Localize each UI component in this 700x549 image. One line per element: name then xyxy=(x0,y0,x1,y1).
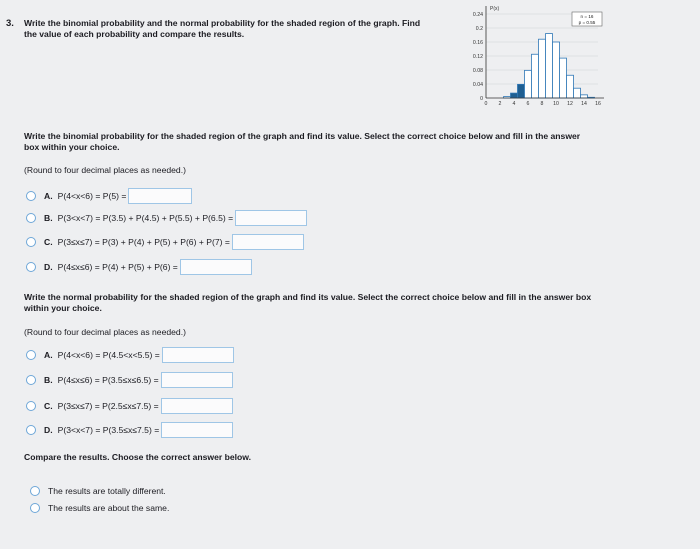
x-tick-label: 0 xyxy=(484,101,488,107)
y-tick-label: 0.12 xyxy=(472,54,483,60)
radio-button[interactable] xyxy=(26,191,36,201)
option-text: P(3≤x≤7) = P(3) + P(4) + P(5) + P(6) + P(7) = xyxy=(57,237,230,247)
x-tick-label: 16 xyxy=(595,101,601,107)
bar xyxy=(532,54,539,98)
x-tick-label: 12 xyxy=(567,101,573,107)
shaded-bar xyxy=(511,93,518,98)
shaded-bar xyxy=(518,84,525,98)
radio-button[interactable] xyxy=(26,401,36,411)
compare-prompt: Compare the results. Choose the correct answer below. xyxy=(24,452,251,462)
option-text: P(4≤x≤6) = P(4) + P(5) + P(6) = xyxy=(57,262,178,272)
radio-button[interactable] xyxy=(30,503,40,513)
y-tick-label: 0.04 xyxy=(472,82,483,88)
binomial-chart-svg xyxy=(450,4,610,114)
x-tick-label: 10 xyxy=(553,101,559,107)
normal-option-c[interactable] xyxy=(26,398,233,414)
y-axis-title: P(x) xyxy=(490,6,500,12)
bar xyxy=(525,70,532,98)
x-tick-label: 4 xyxy=(512,101,516,107)
compare-option-different[interactable] xyxy=(30,486,166,496)
legend-p: p = 0.55 xyxy=(578,20,596,25)
bar xyxy=(567,75,574,98)
normal-answer-c-input[interactable] xyxy=(161,398,233,414)
y-tick-label: 0 xyxy=(480,96,483,102)
normal-answer-d-input[interactable] xyxy=(161,422,233,438)
bar xyxy=(581,95,588,98)
option-letter: D. xyxy=(44,425,53,435)
binomial-round-note: (Round to four decimal places as needed.) xyxy=(24,165,186,175)
radio-button[interactable] xyxy=(26,213,36,223)
binomial-option-d[interactable] xyxy=(26,259,252,275)
normal-instruction-line1: Write the normal probability for the shaded region of the graph and find its value. Select the correct choice below and fill in the answer box xyxy=(24,292,592,302)
question-prompt-line1: Write the binomial probability and the normal probability for the shaded region of the graph. Find xyxy=(24,18,421,28)
option-text: P(3<x<7) = P(3.5) + P(4.5) + P(5.5) + P(6.5) = xyxy=(57,213,234,223)
option-text: The results are totally different. xyxy=(48,486,166,496)
normal-option-a[interactable] xyxy=(26,347,234,363)
bar xyxy=(553,42,560,98)
option-letter: A. xyxy=(44,191,53,201)
binomial-answer-c-input[interactable] xyxy=(232,234,304,250)
normal-option-b[interactable] xyxy=(26,372,233,388)
radio-button[interactable] xyxy=(26,262,36,272)
radio-button[interactable] xyxy=(26,425,36,435)
binomial-answer-a-input[interactable] xyxy=(128,188,192,204)
option-text: P(4<x<6) = P(5) = xyxy=(57,191,127,201)
option-letter: A. xyxy=(44,350,53,360)
radio-button[interactable] xyxy=(26,350,36,360)
radio-button[interactable] xyxy=(30,486,40,496)
option-letter: C. xyxy=(44,401,53,411)
compare-option-same[interactable] xyxy=(30,503,169,513)
normal-answer-a-input[interactable] xyxy=(162,347,234,363)
binomial-option-a[interactable] xyxy=(26,188,192,204)
y-tick-label: 0.2 xyxy=(475,26,483,32)
binomial-instruction-line1: Write the binomial probability for the shaded region of the graph and find its value. Select the correct choice below and fill in the answer xyxy=(24,131,581,141)
question-prompt-line2: the value of each probability and compare the results. xyxy=(24,29,245,39)
radio-button[interactable] xyxy=(26,237,36,247)
x-tick-label: 8 xyxy=(540,101,544,107)
radio-button[interactable] xyxy=(26,375,36,385)
binomial-instruction-line2: box within your choice. xyxy=(24,142,120,152)
y-tick-label: 0.24 xyxy=(472,12,483,18)
binomial-option-b[interactable] xyxy=(26,210,307,226)
option-text: P(4<x<6) = P(4.5<x<5.5) = xyxy=(57,350,160,360)
question-number: 3. xyxy=(6,18,14,29)
binomial-graph xyxy=(450,4,610,114)
binomial-option-c[interactable] xyxy=(26,234,304,250)
binomial-answer-d-input[interactable] xyxy=(180,259,252,275)
bar xyxy=(539,39,546,98)
binomial-answer-b-input[interactable] xyxy=(235,210,307,226)
option-text: P(3≤x≤7) = P(2.5≤x≤7.5) = xyxy=(57,401,159,411)
bar xyxy=(546,34,553,98)
option-text: The results are about the same. xyxy=(48,503,170,513)
option-letter: B. xyxy=(44,213,53,223)
normal-instruction-line2: within your choice. xyxy=(24,303,102,313)
normal-round-note: (Round to four decimal places as needed.) xyxy=(24,327,186,337)
bar xyxy=(574,88,581,98)
option-letter: B. xyxy=(44,375,53,385)
option-text: P(4≤x≤6) = P(3.5≤x≤6.5) = xyxy=(57,375,159,385)
legend-n: n = 16 xyxy=(580,14,594,19)
y-tick-label: 0.08 xyxy=(472,68,483,74)
x-tick-label: 14 xyxy=(581,101,587,107)
x-tick-label: 2 xyxy=(498,101,502,107)
option-letter: C. xyxy=(44,237,53,247)
option-text: P(3<x<7) = P(3.5≤x≤7.5) = xyxy=(57,425,160,435)
normal-option-d[interactable] xyxy=(26,422,233,438)
x-tick-label: 6 xyxy=(526,101,530,107)
bar xyxy=(560,58,567,98)
y-tick-label: 0.16 xyxy=(472,40,483,46)
normal-answer-b-input[interactable] xyxy=(161,372,233,388)
option-letter: D. xyxy=(44,262,53,272)
